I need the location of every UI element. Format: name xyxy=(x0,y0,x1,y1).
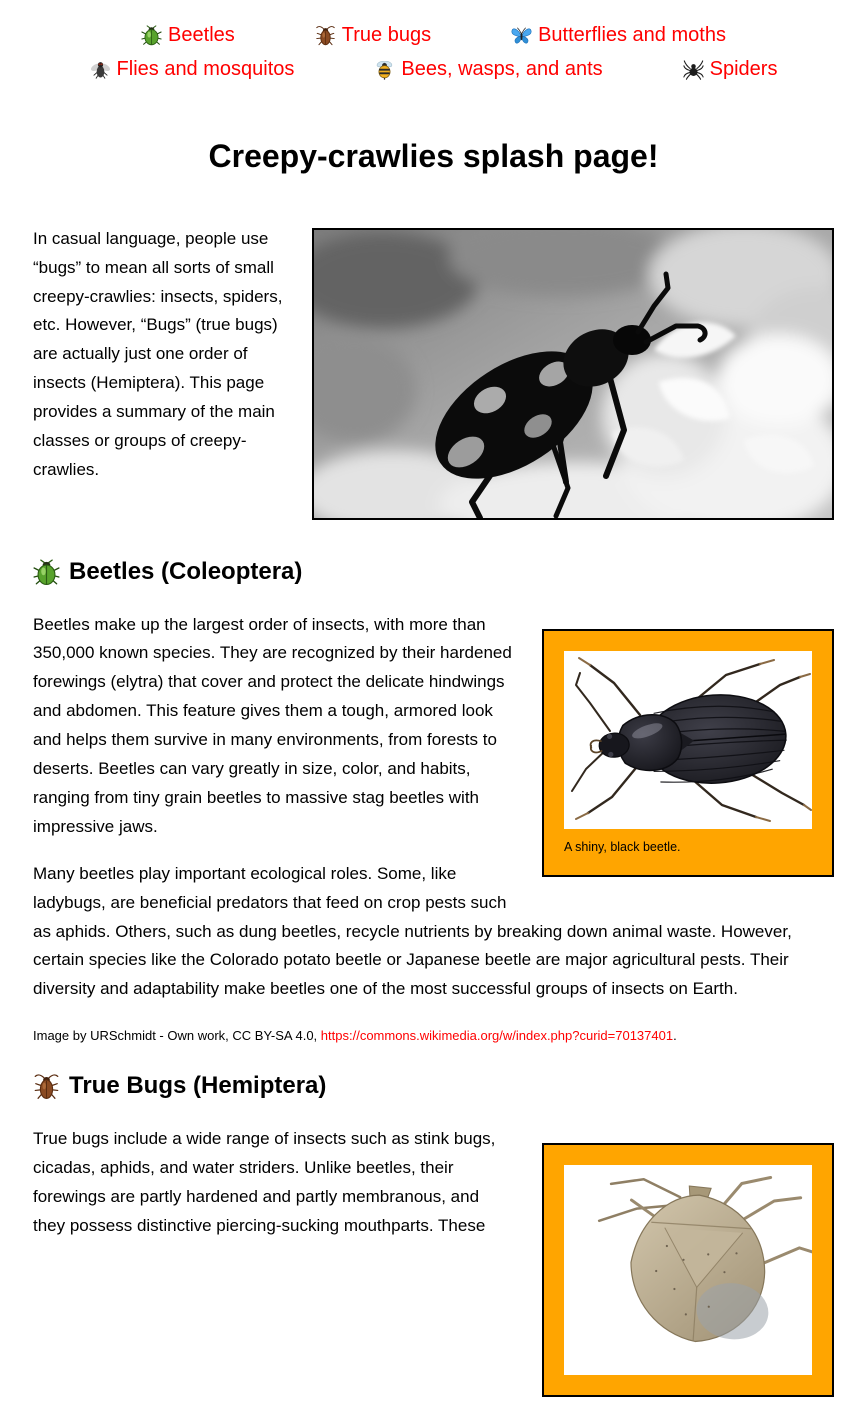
image-attribution xyxy=(33,1026,834,1046)
beetles-section xyxy=(33,611,834,1047)
beetle-figure-caption: A shiny, black beetle. xyxy=(564,839,681,854)
true-bugs-heading xyxy=(33,1072,834,1101)
nav-link-true-bugs[interactable] xyxy=(315,20,431,50)
true-bugs-heading-text: True Bugs (Hemiptera) xyxy=(69,1072,327,1100)
stink-bug-figure xyxy=(542,1143,834,1397)
nav-label: Flies and mosquitos xyxy=(116,58,295,80)
beetles-heading xyxy=(33,558,834,587)
page-title: Creepy-crawlies splash page! xyxy=(208,138,659,174)
black-beetle-illustration xyxy=(564,651,812,829)
nav-link-flies[interactable] xyxy=(90,54,295,84)
beetle-icon xyxy=(33,559,60,586)
fly-icon xyxy=(90,59,111,80)
true-bugs-paragraph: True bugs include a wide range of insects such as stink bugs, cicadas, aphids, and water striders. Unlike beetles, their forewings are partly hardened and partly membranous, and they possess distinctive piercing-sucking mouthparts. These xyxy=(33,1129,496,1235)
nav-label: Butterflies and moths xyxy=(538,24,726,46)
intro-section xyxy=(33,225,834,532)
nav-label: True bugs xyxy=(341,24,432,46)
butterfly-icon xyxy=(511,25,532,46)
intro-photo xyxy=(312,228,834,520)
nav-link-butterflies[interactable] xyxy=(511,20,726,50)
spider-icon xyxy=(683,59,704,80)
nav-label: Bees, wasps, and ants xyxy=(401,58,603,80)
bee-icon xyxy=(374,59,395,80)
beetle-on-flowers-photo xyxy=(314,230,832,518)
beetle-icon xyxy=(141,25,162,46)
beetles-heading-text: Beetles (Coleoptera) xyxy=(69,557,303,585)
nav-label: Spiders xyxy=(709,58,778,80)
beetles-paragraph-2: Many beetles play important ecological roles. Some, like ladybugs, are beneficial predators that feed on crop pests such as aphids. Others, such as dung beetles, recycle nutrients by breaking down animal waste. However, certain species like the Colorado potato beetle or Japanese beetle are major agricultural pests. Their diversity and adaptability make beetles one of the most successful groups of insects on Earth. xyxy=(33,863,792,999)
intro-paragraph: In casual language, people use “bugs” to mean all sorts of small creepy-crawlies: insects, spiders, etc. However, “Bugs” (true bugs) are actually just one order of insects (Hemiptera). This page provides a summary of the main classes or groups of creepy-crawlies. xyxy=(33,228,283,479)
attribution-link[interactable]: https://commons.wikimedia.org/w/index.php?curid=70137401 xyxy=(320,1028,674,1044)
nav-link-spiders[interactable] xyxy=(683,54,778,84)
cockroach-icon xyxy=(33,1073,60,1100)
cockroach-icon xyxy=(315,25,336,46)
beetles-paragraph-1: Beetles make up the largest order of insects, with more than 350,000 known species. They are recognized by their hardened forewings (elytra) that cover and protect the delicate hindwings and abdomen. This feature gives them a tough, armored look and helps them survive in many environments, from forests to deserts. Beetles can vary greatly in size, color, and habits, ranging from tiny grain beetles to massive stag beetles with impressive jaws. xyxy=(33,614,512,836)
top-nav xyxy=(23,20,844,84)
beetle-figure xyxy=(542,629,834,877)
nav-label: Beetles xyxy=(168,24,235,46)
attribution-text: Image by URSchmidt - Own work, CC BY-SA 4.0, xyxy=(33,1028,321,1044)
nav-link-bees[interactable] xyxy=(374,54,602,84)
nav-link-beetles[interactable] xyxy=(141,20,235,50)
attribution-suffix: . xyxy=(673,1028,677,1044)
true-bugs-section xyxy=(33,1125,834,1409)
